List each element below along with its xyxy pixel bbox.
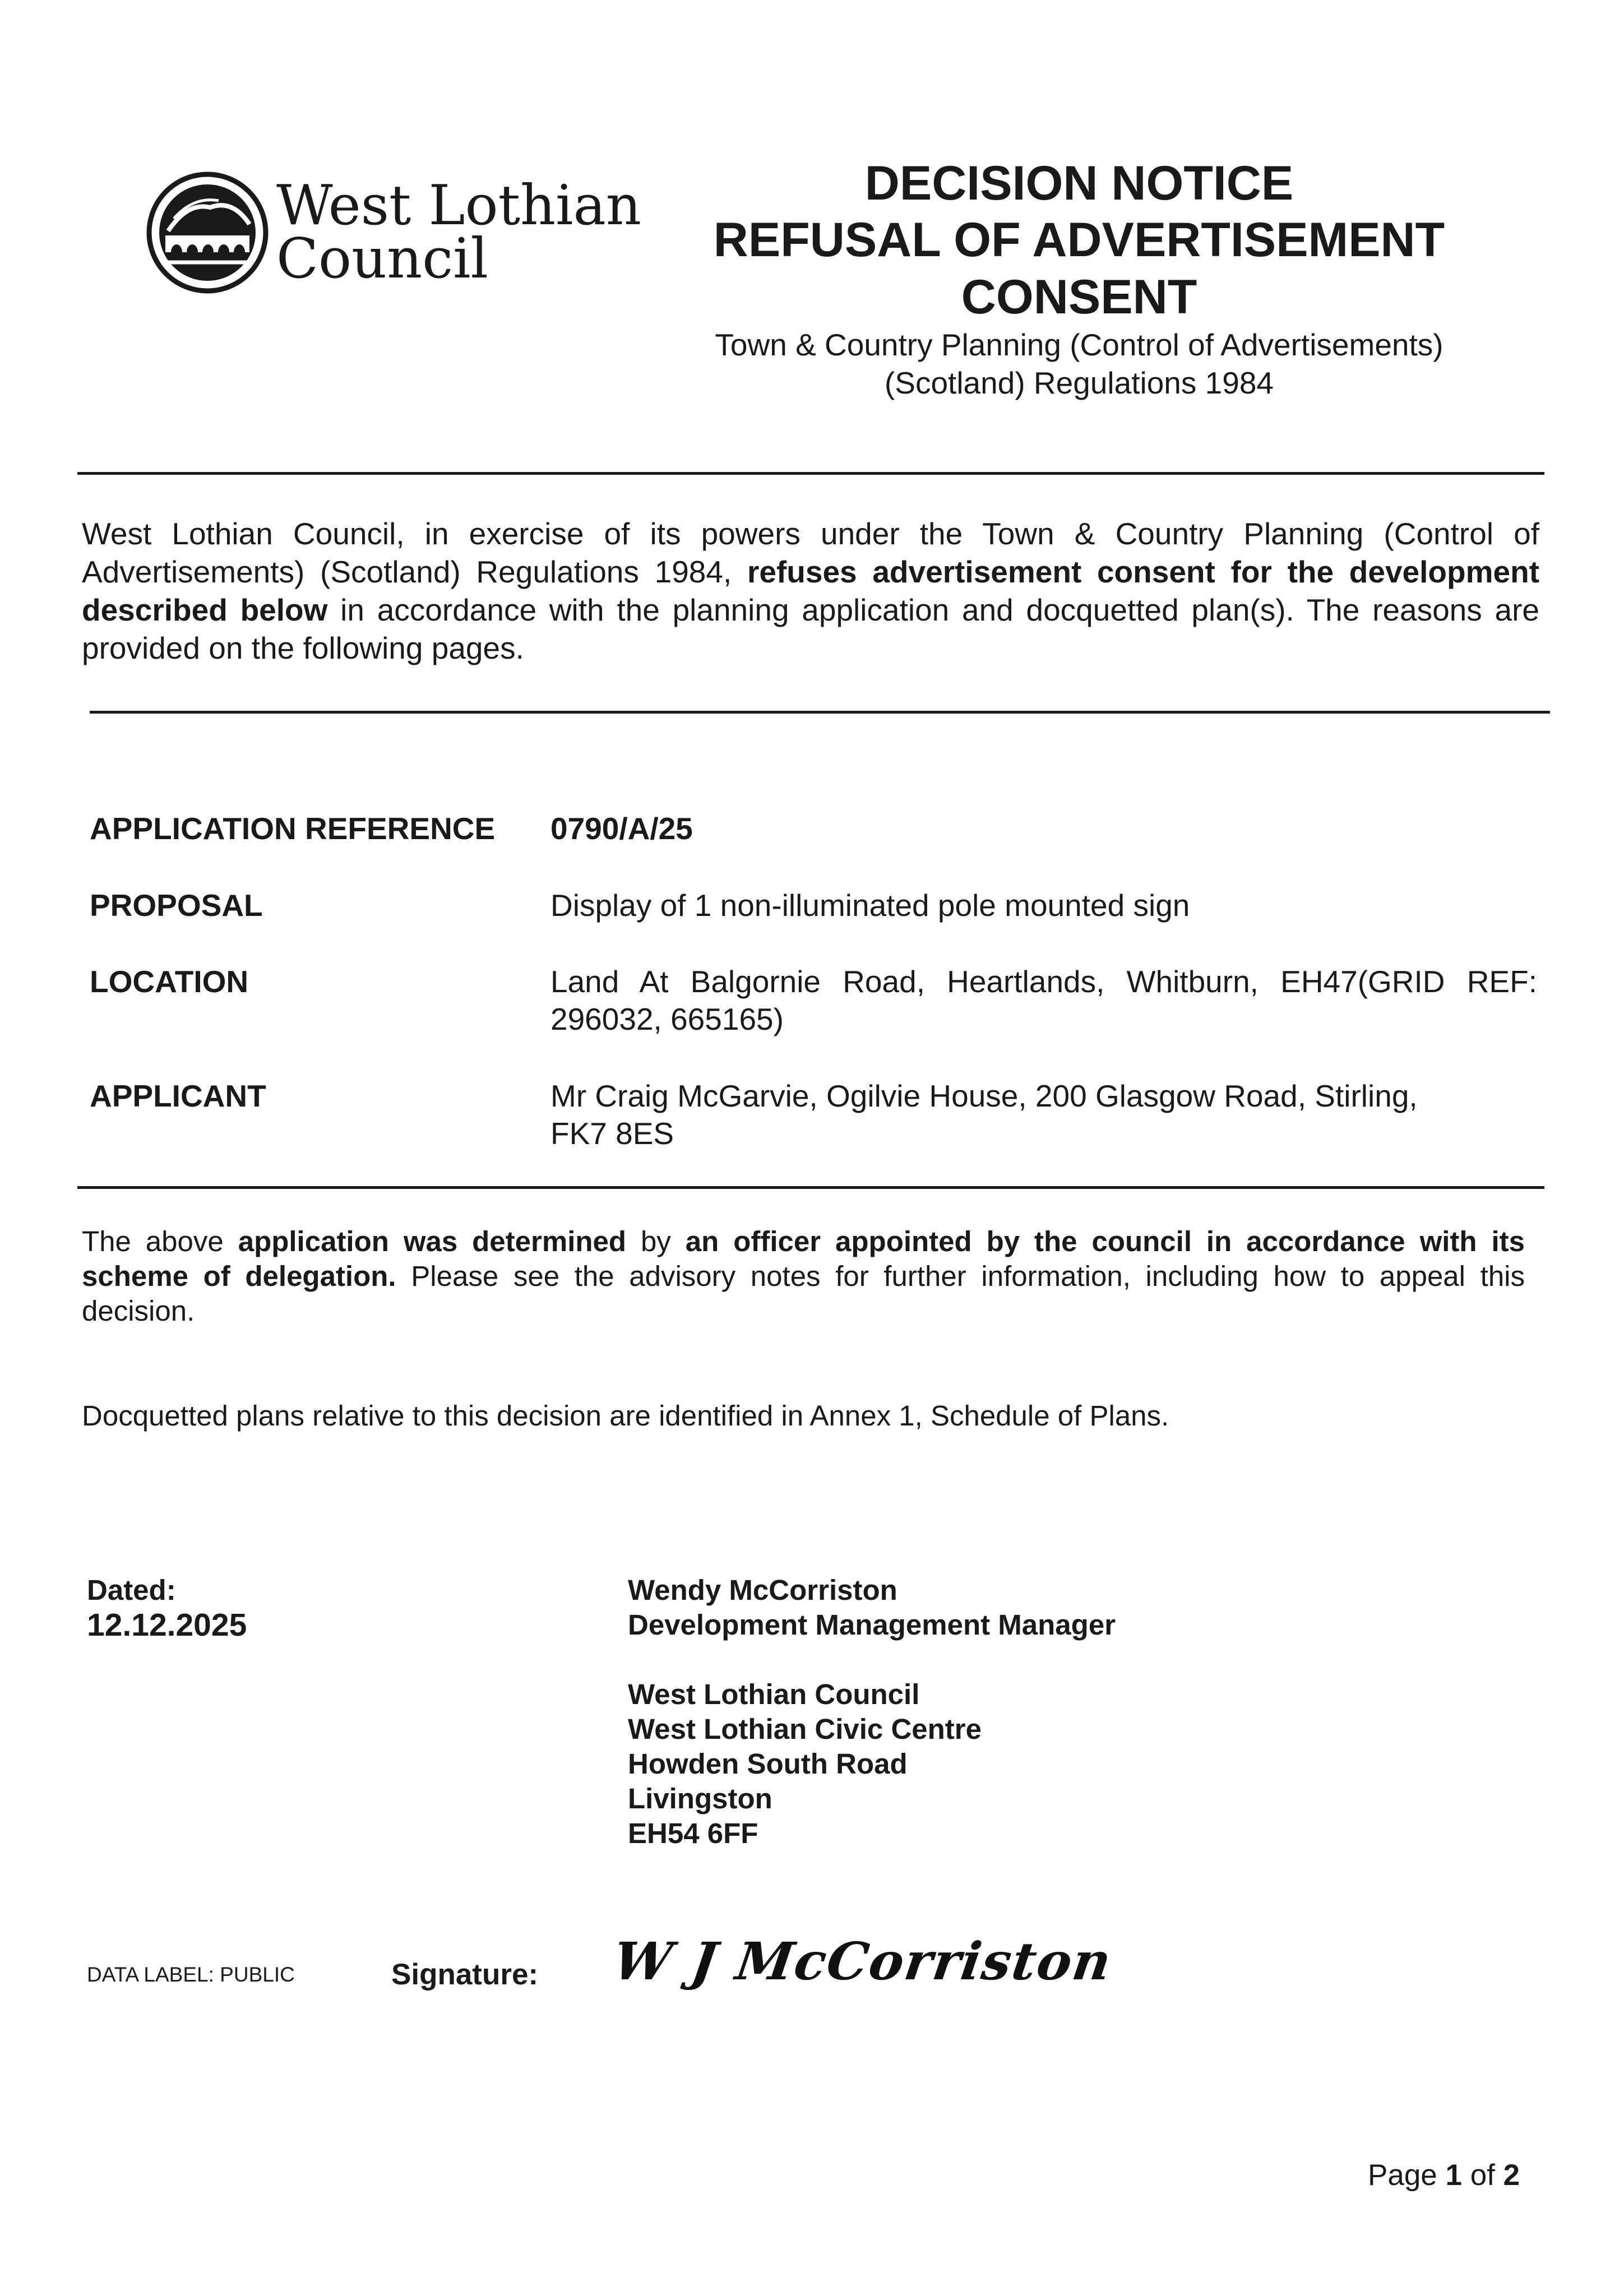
- determination-text-2: by: [626, 1225, 686, 1257]
- logo-text-line2: Council: [276, 227, 488, 291]
- applicant-value-line1: Mr Craig McGarvie, Ogilvie House, 200 Glasgow Road, Stirling,: [550, 1078, 1418, 1113]
- council-logo: [143, 168, 642, 297]
- proposal-label: PROPOSAL: [90, 888, 263, 923]
- proposal-value: Display of 1 non-illuminated pole mounted sign: [550, 888, 1190, 923]
- intro-paragraph: [82, 515, 1539, 667]
- docquetted-plans-note: Docquetted plans relative to this decision are identified in Annex 1, Schedule of Plans.: [82, 1400, 1169, 1432]
- intro-bold: refuses advertisement consent for the development described below: [82, 554, 1540, 627]
- dated-value: 12.12.2025: [87, 1607, 247, 1643]
- address-line: West Lothian Council: [628, 1678, 920, 1710]
- officer-name: Wendy McCorriston: [628, 1574, 897, 1606]
- divider-top: [77, 472, 1544, 475]
- location-value-line2: 296032, 665165): [550, 1002, 784, 1036]
- page-total: 2: [1503, 2159, 1520, 2192]
- page-of: of: [1462, 2159, 1503, 2192]
- page-number: [1368, 2158, 1520, 2192]
- title-line-2: REFUSAL OF ADVERTISEMENT: [713, 213, 1445, 267]
- dated-label: Dated:: [87, 1574, 176, 1606]
- determination-bold-2: an officer appointed by the council in accordance with its scheme of delegation.: [82, 1225, 1525, 1292]
- officer-title: Development Management Manager: [628, 1609, 1116, 1641]
- applicant-label: APPLICANT: [90, 1078, 266, 1113]
- location-label: LOCATION: [90, 964, 249, 999]
- divider-intro: [90, 711, 1550, 714]
- council-crest-icon: [143, 168, 642, 297]
- divider-application: [77, 1186, 1544, 1189]
- location-value-line1: Land At Balgornie Road, Heartlands, Whitburn, EH47(GRID REF:: [550, 964, 1537, 999]
- data-label: DATA LABEL: PUBLIC: [87, 1963, 295, 1986]
- application-reference-value: 0790/A/25: [550, 811, 693, 846]
- title-line-3: CONSENT: [961, 270, 1197, 324]
- address-line: Livingston: [628, 1783, 772, 1814]
- subtitle-line-1: Town & Country Planning (Control of Advertisements): [715, 327, 1443, 362]
- determination-bold-1: application was determined: [238, 1225, 627, 1257]
- page-current: 1: [1445, 2159, 1462, 2192]
- signature-label: Signature:: [391, 1958, 539, 1991]
- determination-text-3: Please see the advisory notes for further information, including how to appeal this decision.: [82, 1260, 1525, 1327]
- subtitle-line-2: (Scotland) Regulations 1984: [884, 365, 1274, 400]
- signature-image: W J McCorriston: [609, 1931, 1116, 1992]
- applicant-value-line2: FK7 8ES: [550, 1116, 674, 1151]
- logo-text-line1: West Lothian: [276, 174, 642, 238]
- title-line-1: DECISION NOTICE: [864, 156, 1294, 210]
- determination-paragraph: [82, 1224, 1525, 1328]
- intro-text-2: in accordance with the planning application and docquetted plan(s). The reasons are provided on the following pages.: [82, 592, 1539, 665]
- intro-text-1: West Lothian Council, in exercise of its powers under the Town & Country Planning (Control of Advertisements) (Scotland) Regulations 1984,: [82, 516, 1539, 589]
- address-line: EH54 6FF: [628, 1817, 758, 1849]
- determination-text-1: The above: [82, 1225, 238, 1257]
- address-line: Howden South Road: [628, 1748, 908, 1780]
- application-reference-label: APPLICATION REFERENCE: [90, 811, 496, 846]
- address-line: West Lothian Civic Centre: [628, 1713, 982, 1745]
- page-prefix: Page: [1368, 2159, 1446, 2192]
